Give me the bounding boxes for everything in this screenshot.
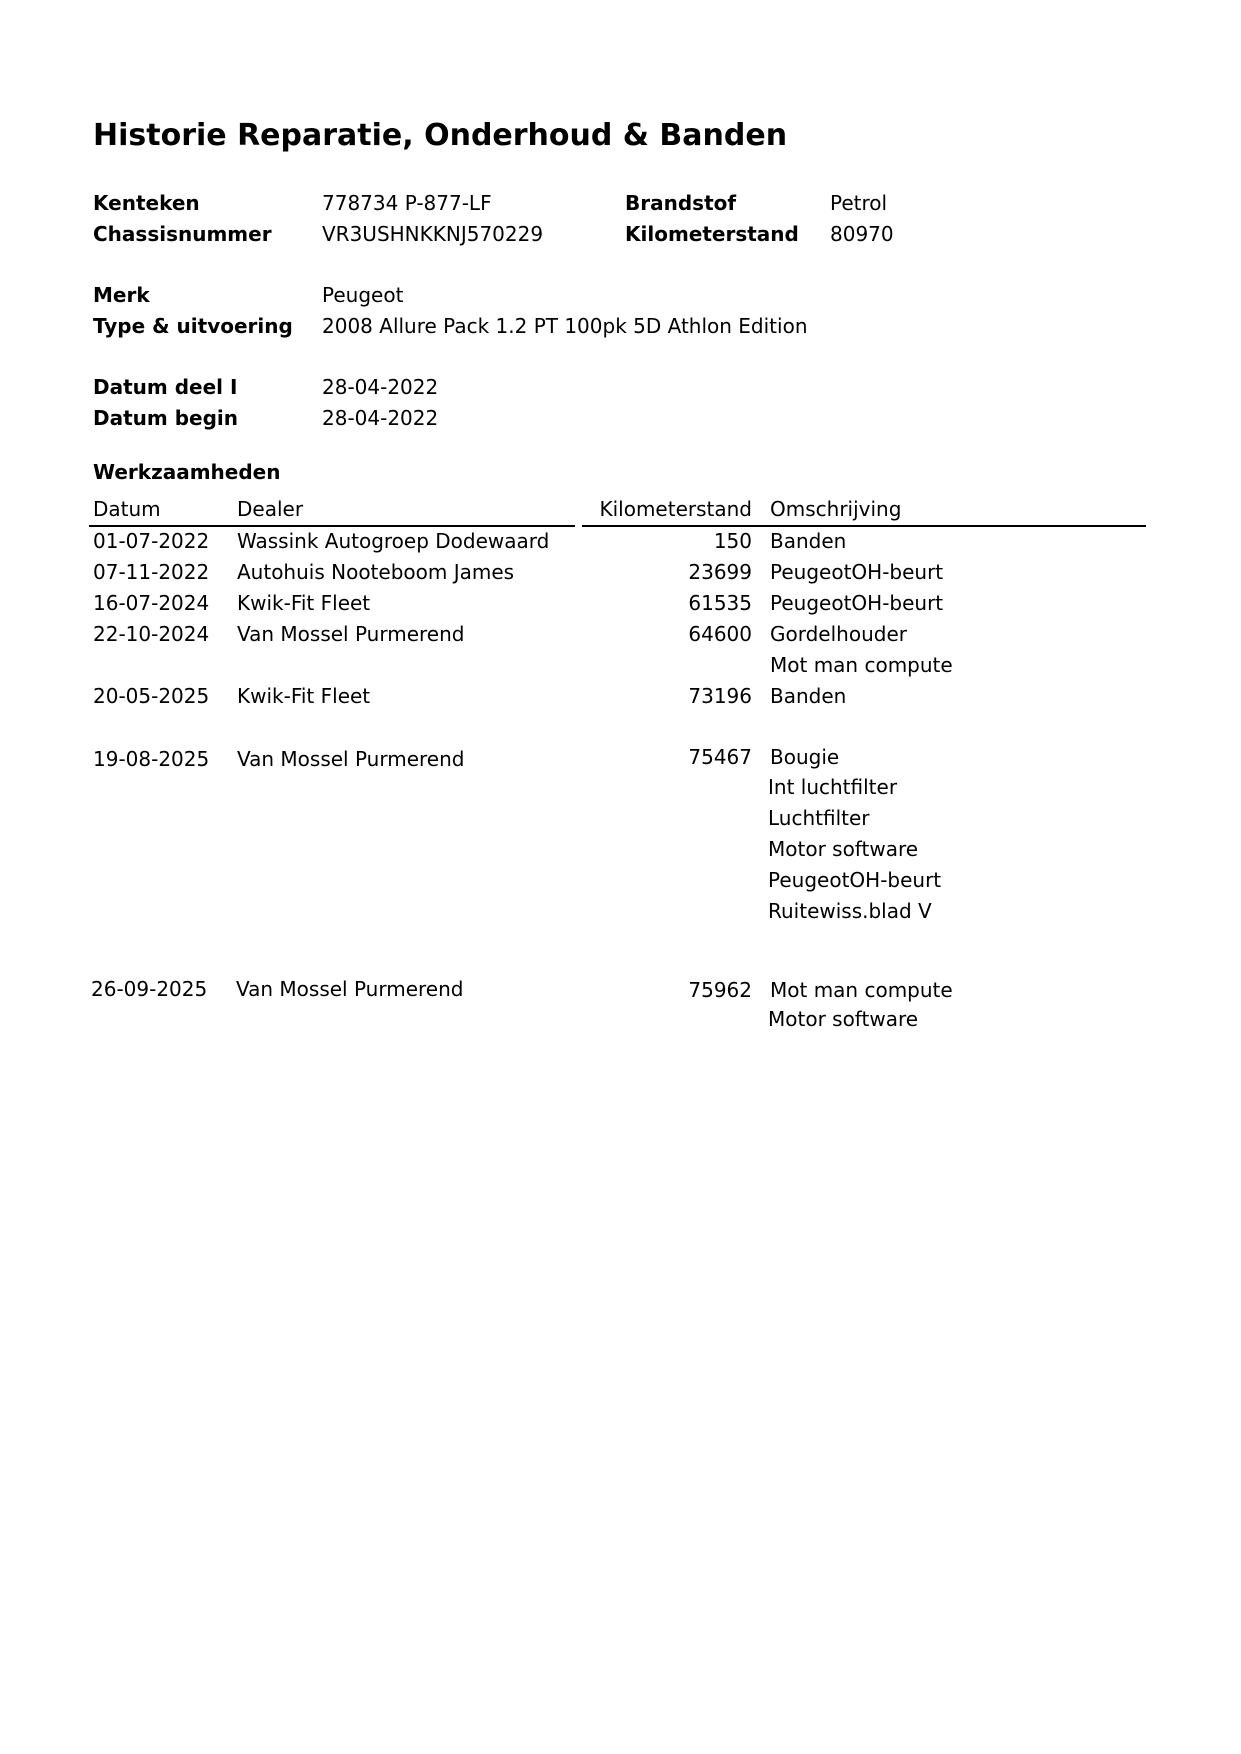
kenteken-label: Kenteken — [93, 191, 200, 215]
row-km: 150 — [713, 529, 752, 553]
row-description: Ruitewiss.blad V — [768, 899, 932, 923]
row-dealer: Van Mossel Purmerend — [236, 977, 464, 1001]
brandstof-label: Brandstof — [625, 191, 737, 215]
row-km: 75962 — [688, 978, 752, 1002]
merk-label: Merk — [93, 283, 150, 307]
row-km: 23699 — [688, 560, 752, 584]
row-date: 01-07-2022 — [93, 529, 210, 553]
row-description: PeugeotOH-beurt — [768, 868, 942, 892]
header-rule — [89, 525, 1146, 527]
row-date: 20-05-2025 — [93, 684, 210, 708]
chassis-value: VR3USHNKKNJ570229 — [322, 222, 544, 246]
column-header-omschrijving: Omschrijving — [770, 497, 902, 521]
header-rule-gap — [575, 524, 582, 528]
row-date: 22-10-2024 — [93, 622, 210, 646]
row-km: 73196 — [688, 684, 752, 708]
type-label: Type & uitvoering — [93, 314, 293, 338]
row-dealer: Kwik-Fit Fleet — [237, 684, 371, 708]
row-km: 61535 — [688, 591, 752, 615]
row-km: 75467 — [688, 745, 752, 769]
datum-deel-label: Datum deel I — [93, 375, 238, 399]
row-date: 16-07-2024 — [93, 591, 210, 615]
kilometerstand-value: 80970 — [830, 222, 894, 246]
chassis-label: Chassisnummer — [93, 222, 272, 246]
datum-begin-value: 28-04-2022 — [322, 406, 439, 430]
row-description: Banden — [770, 684, 847, 708]
row-description: Banden — [770, 529, 847, 553]
row-dealer: Kwik-Fit Fleet — [237, 591, 371, 615]
row-description: Motor software — [768, 1007, 919, 1031]
section-title: Werkzaamheden — [93, 460, 281, 484]
row-date: 07-11-2022 — [93, 560, 210, 584]
row-description: Mot man compute — [770, 978, 953, 1002]
row-description: PeugeotOH-beurt — [770, 560, 944, 584]
row-dealer: Wassink Autogroep Dodewaard — [237, 529, 550, 553]
row-description: Motor software — [768, 837, 919, 861]
row-dealer: Van Mossel Purmerend — [237, 622, 465, 646]
row-dealer: Autohuis Nooteboom James — [237, 560, 515, 584]
merk-value: Peugeot — [322, 283, 404, 307]
row-description: Luchtfilter — [768, 806, 870, 830]
row-description: Mot man compute — [770, 653, 953, 677]
row-description: Bougie — [770, 745, 840, 769]
column-header-kilometerstand: Kilometerstand — [599, 497, 752, 521]
row-description: Int luchtfilter — [768, 775, 898, 799]
row-km: 64600 — [688, 622, 752, 646]
row-dealer: Van Mossel Purmerend — [237, 747, 465, 771]
datum-deel-value: 28-04-2022 — [322, 375, 439, 399]
row-date: 26-09-2025 — [91, 977, 208, 1001]
datum-begin-label: Datum begin — [93, 406, 238, 430]
row-description: Gordelhouder — [770, 622, 907, 646]
brandstof-value: Petrol — [830, 191, 888, 215]
column-header-datum: Datum — [93, 497, 161, 521]
page-title: Historie Reparatie, Onderhoud & Banden — [93, 118, 788, 153]
row-date: 19-08-2025 — [93, 747, 210, 771]
kilometerstand-label: Kilometerstand — [625, 222, 799, 246]
row-description: PeugeotOH-beurt — [770, 591, 944, 615]
column-header-dealer: Dealer — [237, 497, 304, 521]
kenteken-value: 778734 P-877-LF — [322, 191, 492, 215]
type-value: 2008 Allure Pack 1.2 PT 100pk 5D Athlon Edition — [322, 314, 808, 338]
